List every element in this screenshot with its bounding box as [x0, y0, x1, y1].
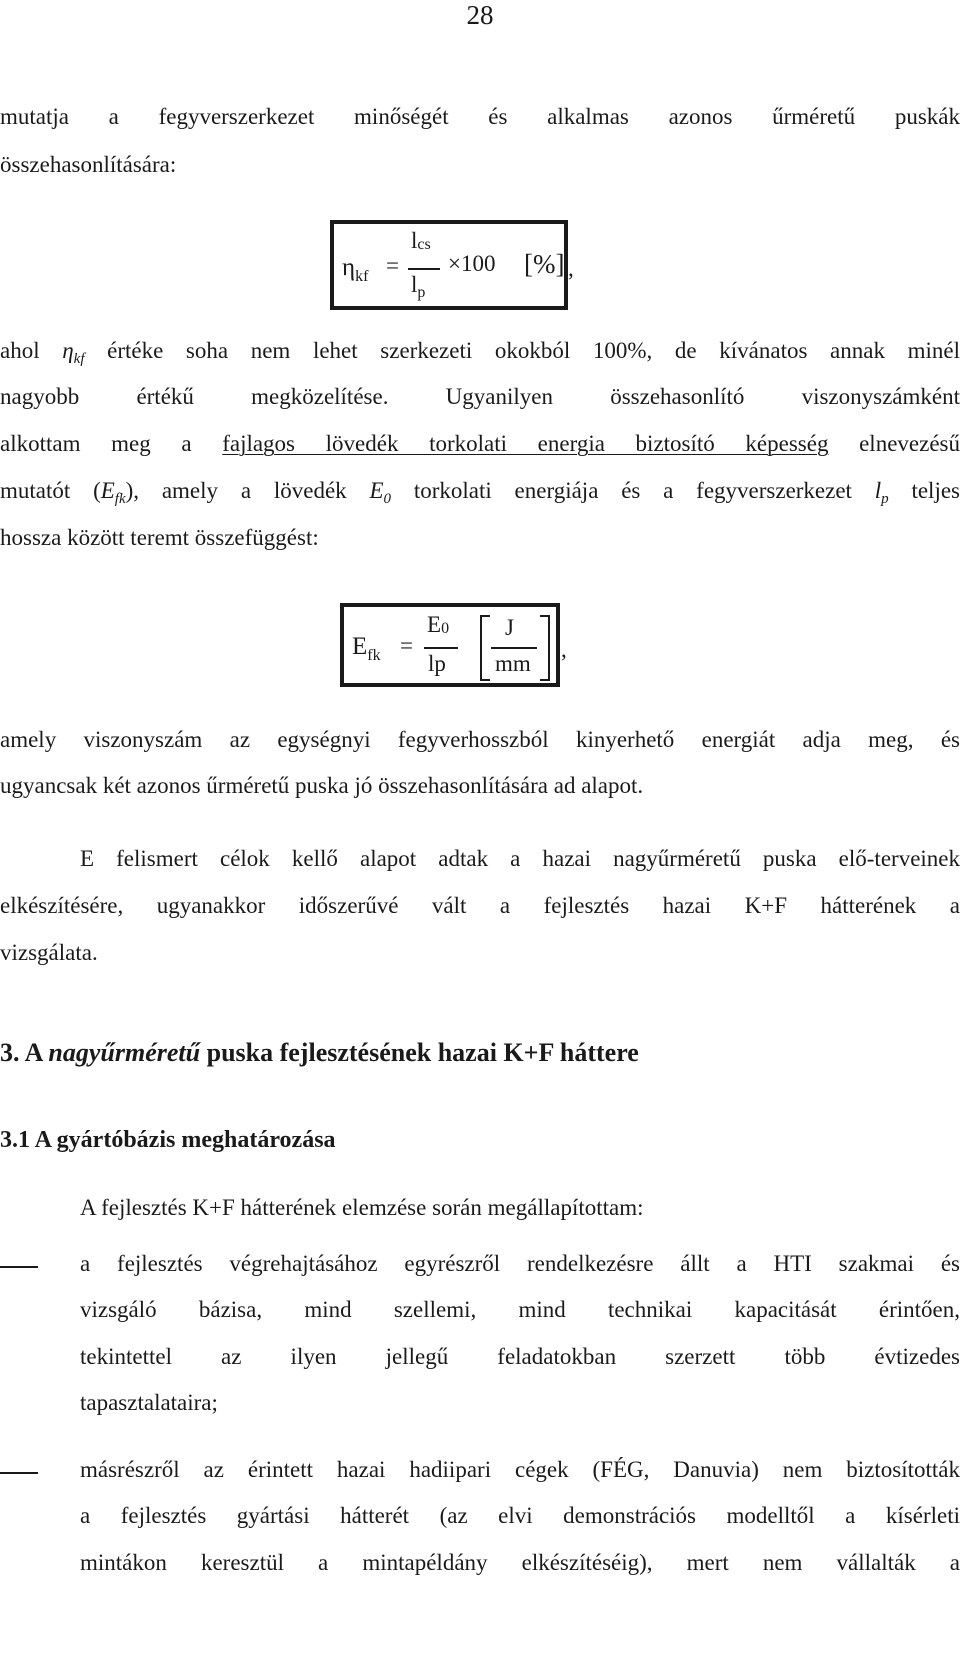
page-number: 28 [466, 0, 494, 30]
paragraph-4-line-1: E felismert célok kellő alapot adtak a hazai nagyűrméretű puska elő-terveinek [80, 846, 960, 871]
list-item-2-line-2: a fejlesztés gyártási hátterét (az elvi demonstrációs modelltől a kísérleti [80, 1503, 960, 1528]
formula-box [330, 220, 568, 310]
denominator-lp: $l_p$ [411, 272, 426, 301]
unit-mm: mm [495, 651, 531, 676]
denominator-lp-2: lp [428, 651, 446, 676]
paragraph-5: A fejlesztés K+F hátterének elemzése során megállapítottam: [80, 1195, 644, 1220]
unit-joule: J [505, 615, 514, 640]
list-item-2-line-1: másrészről az érintett hazai hadiipari cégek (FÉG, Danuvia) nem biztosították [80, 1457, 960, 1482]
underlined-term: fajlagos lövedék torkolati energia biztosító képesség [222, 431, 829, 456]
paragraph-1-line-1: mutatja a fegyverszerkezet minőségét és alkalmas azonos űrméretű puskák [0, 104, 960, 129]
equals-sign-2: = [400, 633, 413, 658]
dash-bullet [0, 1266, 38, 1268]
formula-comma: , [568, 256, 574, 281]
section-heading: 3. A nagyűrméretű puska fejlesztésének hazai K+F háttere [0, 1038, 639, 1067]
paragraph-4-line-3: vizsgálata. [0, 940, 98, 965]
times-hundred: ×100 [448, 251, 496, 276]
paragraph-1-line-2: összehasonlítására: [0, 152, 177, 177]
eta-symbol: $\eta_{kf}$ [342, 254, 369, 285]
list-item-1-line-4: tapasztalataira; [80, 1390, 218, 1415]
formula-efficiency [330, 220, 600, 310]
paragraph-4-line-2: elkészítésére, ugyanakkor időszerűvé vált a fejlesztés hazai K+F hátterének a [0, 893, 960, 918]
fraction-line [408, 268, 440, 270]
unit-fraction-line [491, 647, 537, 649]
list-item-2-line-3: mintákon keresztül a mintapéldány elkészítéséig), mert nem vállalták a [80, 1550, 960, 1575]
paragraph-2-line-5: hossza között teremt összefüggést: [0, 525, 319, 550]
list-item-1-line-2: vizsgáló bázisa, mind szellemi, mind technikai kapacitását érintően, [80, 1297, 960, 1322]
paragraph-2-line-3: alkottam meg a fajlagos lövedék torkolati energia biztosító képesség elnevezésű [0, 431, 960, 456]
paragraph-3-line-2: ugyancsak két azonos űrméretű puska jó összehasonlítására ad alapot. [0, 773, 644, 798]
formula-comma-2: , [561, 637, 567, 662]
formula-box-2 [340, 603, 560, 687]
list-item-1-line-3: tekintettel az ilyen jellegű feladatokban szerzett több évtizedes [80, 1344, 960, 1369]
E-fk-symbol: $E_{fk}$ [352, 633, 381, 664]
paragraph-3-line-1: amely viszonyszám az egységnyi fegyverhosszból kinyerhető energiát adja meg, és [0, 727, 960, 752]
percent-unit: [%] [524, 249, 565, 279]
equals-sign: = [386, 253, 399, 278]
paragraph-2-line-1: ahol $\eta_{kf}$ értéke soha nem lehet szerkezeti okokból 100%, de kívánatos annak minél [0, 338, 960, 367]
fraction-line-2 [424, 647, 458, 649]
numerator-E0: E0 [427, 612, 450, 637]
formula-specific-energy [340, 603, 590, 687]
numerator-lcs: lcs [411, 228, 431, 253]
list-item-1-line-1: a fejlesztés végrehajtásához egyrészről rendelkezésre állt a HTI szakmai és [80, 1251, 960, 1276]
dash-bullet [0, 1472, 38, 1474]
subsection-heading: 3.1 A gyártóbázis meghatározása [0, 1127, 336, 1153]
paragraph-2-line-2: nagyobb értékű megközelítése. Ugyanilyen összehasonlító viszonyszámként [0, 384, 960, 409]
paragraph-2-line-4: mutatót $(E_{fk})$, amely a lövedék $E_0$ torkolati energiája és a fegyverszerkezet $l_p$ teljes [0, 478, 960, 507]
